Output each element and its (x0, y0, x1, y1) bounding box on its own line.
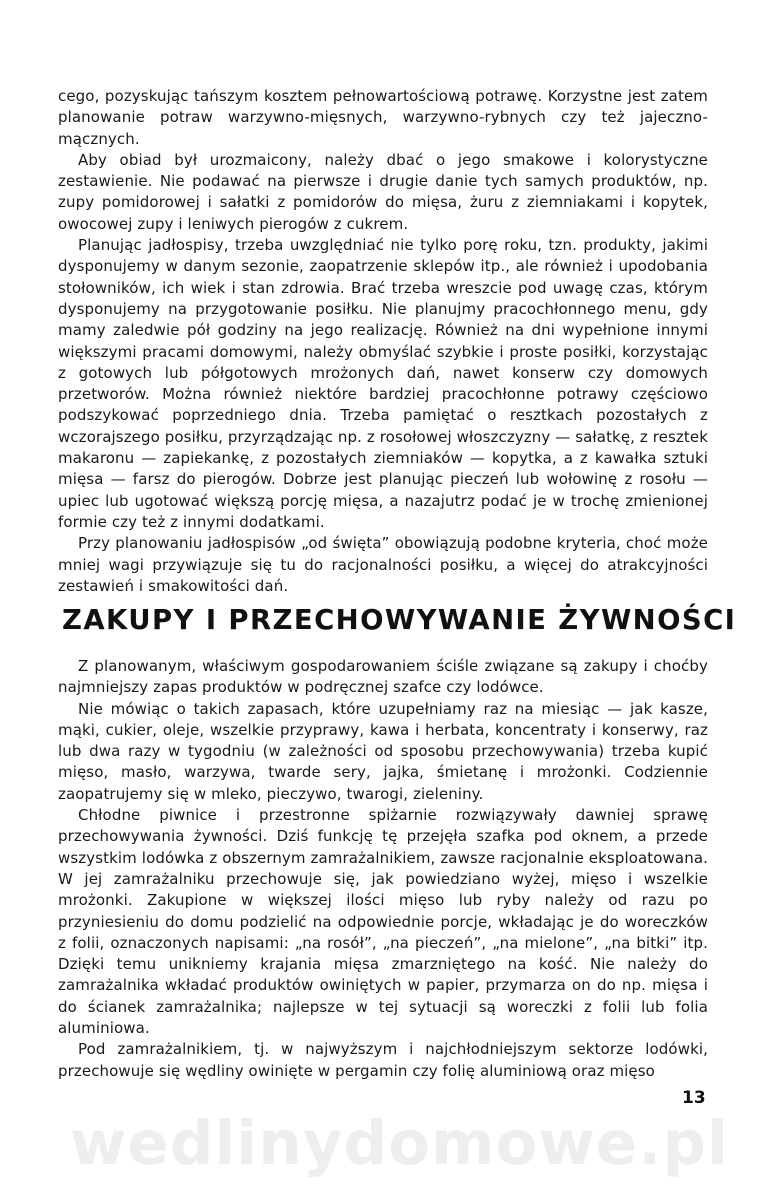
text-block-planning (58, 86, 708, 597)
paragraph: Aby obiad był urozmaicony, należy dbać o jego smakowe i kolorystyczne zestawienie. Nie podawać na pierwsze i drugie danie tych samych produktów, np. zupy pomidorowej i sałatki z pomidorów do mięsa, żuru z ziemniakami i kopytek, owocowej zupy i leniwych pierogów z cukrem. (58, 150, 708, 233)
paragraph: Z planowanym, właściwym gospodarowaniem ściśle związane są zakupy i choćby najmniejszy zapas produktów w podręcznej szafce czy lodówce. (58, 657, 708, 697)
watermark: wedlinydomowe.pl (70, 1108, 729, 1179)
paragraph: Nie mówiąc o takich zapasach, które uzupełniamy raz na miesiąc — jak kasze, mąki, cukier, oleje, wszelkie przyprawy, kawa i herbata, koncentraty i konserwy, raz lub dwa razy w tygodniu (w zależności od sposobu przechowywania) trzeba kupić mięso, masło, warzywa, twarde sery, jajka, śmietanę i mrożonki. Codziennie zaopatrujemy się w mleko, pieczywo, twarogi, zieleniny. (58, 699, 708, 803)
paragraph: Pod zamrażalnikiem, tj. w najwyższym i najchłodniejszym sektorze lodówki, przechowuje się wędliny owinięte w pergamin czy folię aluminiową oraz mięso (58, 1040, 708, 1080)
paragraph: Planując jadłospisy, trzeba uwzględniać nie tylko porę roku, tzn. produkty, jakimi dysponujemy w danym sezonie, zaopatrzenie sklepów itp., ale również i upodobania stołowników, ich wiek i stan zdrowia. Brać trzeba wreszcie pod uwagę czas, którym dysponujemy na przygotowanie posiłku. Nie planujmy pracochłonnego menu, gdy mamy zaledwie pół godziny na jego realizację. Również na dni wypełnione innymi większymi pracami domowymi, należy obmyślać szybkie i proste posiłki, korzystając z gotowych lub półgotowych mrożonych dań, nawet konserw czy domowych przetworów. Można również niektóre bardziej pracochłonne potrawy częściowo podszykować poprzedniego dnia. Trzeba pamiętać o resztkach pozostałych z wczorajszego posiłku, przyrządzając np. z rosołowej włoszczyzny — sałatkę, z resztek makaronu — zapiekankę, z pozostałych ziemniaków — kopytka, a z kawałka sztuki mięsa — farsz do pierogów. Dobrze jest planując pieczeń lub wołowinę z rosołu — upiec lub ugotować większą porcję mięsa, a nazajutrz podać je w trochę zmienionej formie czy też z innymi dodatkami. (58, 236, 708, 531)
paragraph: Chłodne piwnice i przestronne spiżarnie rozwiązywały dawniej sprawę przechowywania żywności. Dziś funkcję tę przejęła szafka pod oknem, a przede wszystkim lodówka z obszernym zamrażalnikiem, zawsze racjonalnie eksploatowana. W jej zamrażalniku przechowuje się, jak powiedziano wyżej, mięso i wszelkie mrożonki. Zakupione w większej ilości mięso lub ryby należy od razu po przyniesieniu do domu podzielić na odpowiednie porcje, wkładając je do woreczków z folii, oznaczonych napisami: „na rosół”, „na pieczeń”, „na mielone”, „na bitki” itp. Dzięki temu unikniemy krajania mięsa zmarzniętego na kość. Nie należy do zamrażalnika wkładać produktów owiniętych w papier, przymarza on do np. mięsa i do ścianek zamrażalnika; najlepsze w tej sytuacji są woreczki z folii lub folia aluminiowa. (58, 806, 708, 1038)
page-number: 13 (682, 1088, 706, 1108)
text-block-shopping (58, 656, 708, 1082)
paragraph-continued: cego, pozyskując tańszym kosztem pełnowartościową potrawę. Korzystne jest zatem planowanie potraw warzywno-mięsnych, warzywno-rybnych czy też jajeczno-mącznych. (58, 87, 708, 148)
paragraph: Przy planowaniu jadłospisów „od święta” obowiązują podobne kryteria, choć może mniej wagi przywiązuje się tu do racjonalności posiłku, a więcej do atrakcyjności zestawień i smakowitości dań. (58, 534, 708, 595)
section-heading: ZAKUPY I PRZECHOWYWANIE ŻYWNOŚCI (62, 604, 737, 636)
